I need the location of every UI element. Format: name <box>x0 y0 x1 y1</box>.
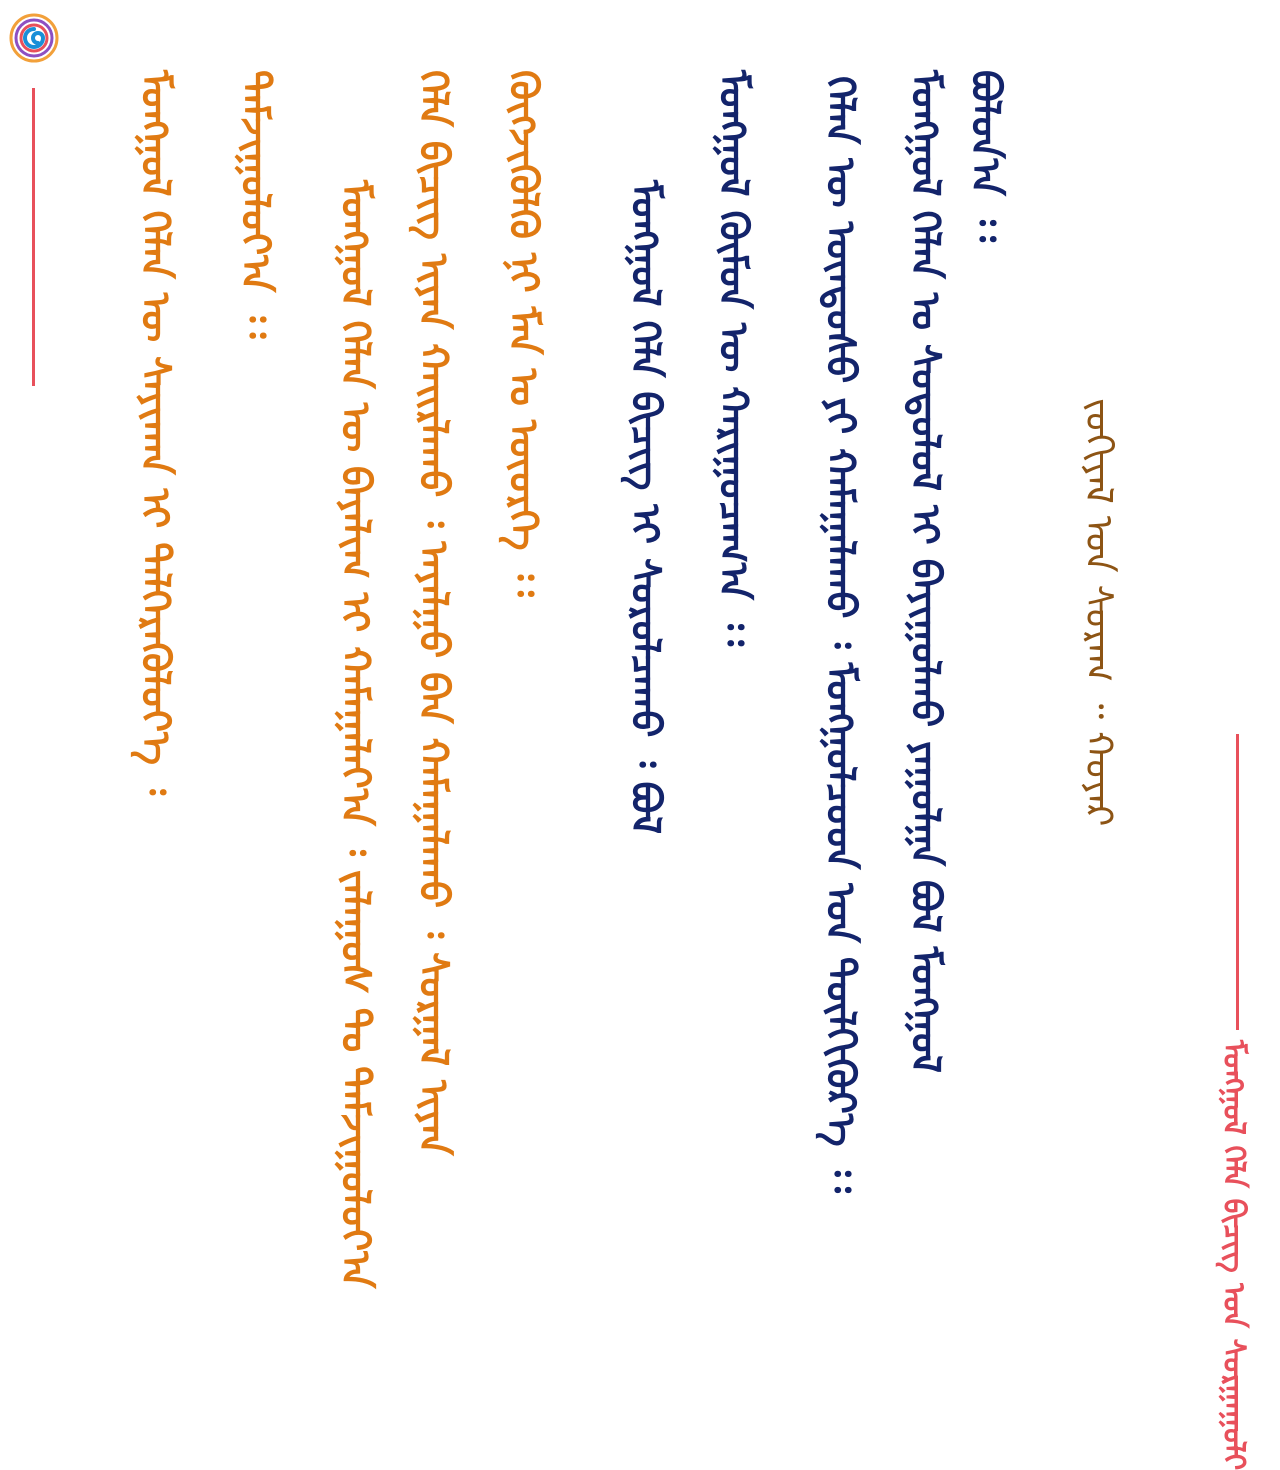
right-divider <box>1236 734 1239 1030</box>
text-column-1: ᠪᠣᠯᠤᠨ᠎ᠠ ᠄᠄ <box>962 70 1008 243</box>
text-column-6: ᠬᠡᠯᠡ ᠪᠢᠴᠢᠭ ᠢᠶᠡᠨ ᠬᠠᠢᠷᠯᠠᠬᠤ ᠄ ᠠᠶᠠᠯᠭᠤ ᠪᠠᠨ ᠬᠠᠮᠠᠭᠠᠯᠠᠬᠤ ᠄ ᠰᠤᠷᠭᠠᠯ ᠢᠶᠠᠨ <box>410 70 456 1156</box>
text-column-9: ᠳᠠᠮᠵᠢᠭᠤᠯᠤᠶ᠎ᠠ ᠄᠄ <box>232 70 278 339</box>
text-column-10: ᠮᠣᠩᠭᠣᠯ ᠬᠡᠯᠡᠨ ᠦ ᠰᠠᠶᠢᠬᠠᠨ ᠢ ᠳᠡᠯᠭᠡᠷᠡᠭᠦᠯᠦᠶ᠎ᠡ ᠄ <box>132 70 178 796</box>
text-column-7: ᠬᠦᠭᠵᠢᠭᠦᠯᠬᠦ ᠨᠢ ᠮᠠᠨ ᠤ ᠦᠦᠷᠭᠡ ᠄᠄ <box>500 70 546 597</box>
text-column-8: ᠮᠣᠩᠭᠣᠯ ᠬᠡᠯᠡᠨ ᠦ ᠪᠠᠶᠠᠯᠢᠭ ᠢ ᠬᠠᠮᠠᠭᠠᠯᠠᠶ᠎ᠠ ᠄ ᠵᠠᠯᠠᠭᠤᠰ ᠲᠤ ᠳᠠᠮᠵᠢᠭᠤᠯᠤᠶ᠎ᠠ <box>332 180 378 1289</box>
brand-logo <box>8 12 60 64</box>
text-column-3: ᠬᠡᠯᠡᠨ ᠦ ᠦᠨᠳᠦᠰᠦ ᠶᠢ ᠬᠠᠮᠠᠭᠠᠯᠠᠬᠤ ᠄ ᠮᠣᠩᠭᠣᠯᠴᠤᠳ ᠤᠨ ᠲᠦᠯᠬᠢᠭᠦᠷ᠎ᠡ ᠄᠄ <box>817 76 863 1193</box>
text-column-4: ᠮᠣᠩᠭᠣᠯ ᠬᠡᠯᠡ ᠪᠢᠴᠢᠭ ᠢ ᠰᠤᠷᠤᠯᠴᠠᠬᠤ ᠄ ᠪᠣᠯ <box>622 180 668 835</box>
text-column-2: ᠮᠣᠩᠭᠣᠯ ᠬᠡᠯᠡᠨ ᠤ ᠰᠣᠳᠤᠯᠤᠯ ᠢ ᠪᠠᠶᠢᠭᠤᠯᠬᠤ ᠶᠠᠭᠤᠯᠭᠠ ᠪᠣᠯ ᠮᠣᠩᠭᠣᠯ <box>902 70 948 1074</box>
text-column-5: ᠮᠣᠩᠭᠣᠯ ᠬᠦᠮᠦᠨ ᠦ ᠬᠠᠷᠢᠭᠤᠴᠠᠭ᠎ᠠ ᠄᠄ <box>710 70 756 647</box>
source-caption: ᠮᠣᠩᠭᠣᠯ ᠬᠡᠯᠡ ᠪᠢᠴᠢᠭ ᠤᠨ ᠰᠤᠷᠭᠠᠭᠤᠯᠢ <box>1216 1040 1251 1470</box>
spiral-logo-icon <box>8 12 60 64</box>
page-title: ᠵᠣᠬᠢᠶᠠᠯ ᠤᠨ ᠰᠤᠷᠠᠭ ᠃ ᠬᠣᠶᠠᠷ <box>1077 398 1121 827</box>
left-divider <box>32 88 35 386</box>
